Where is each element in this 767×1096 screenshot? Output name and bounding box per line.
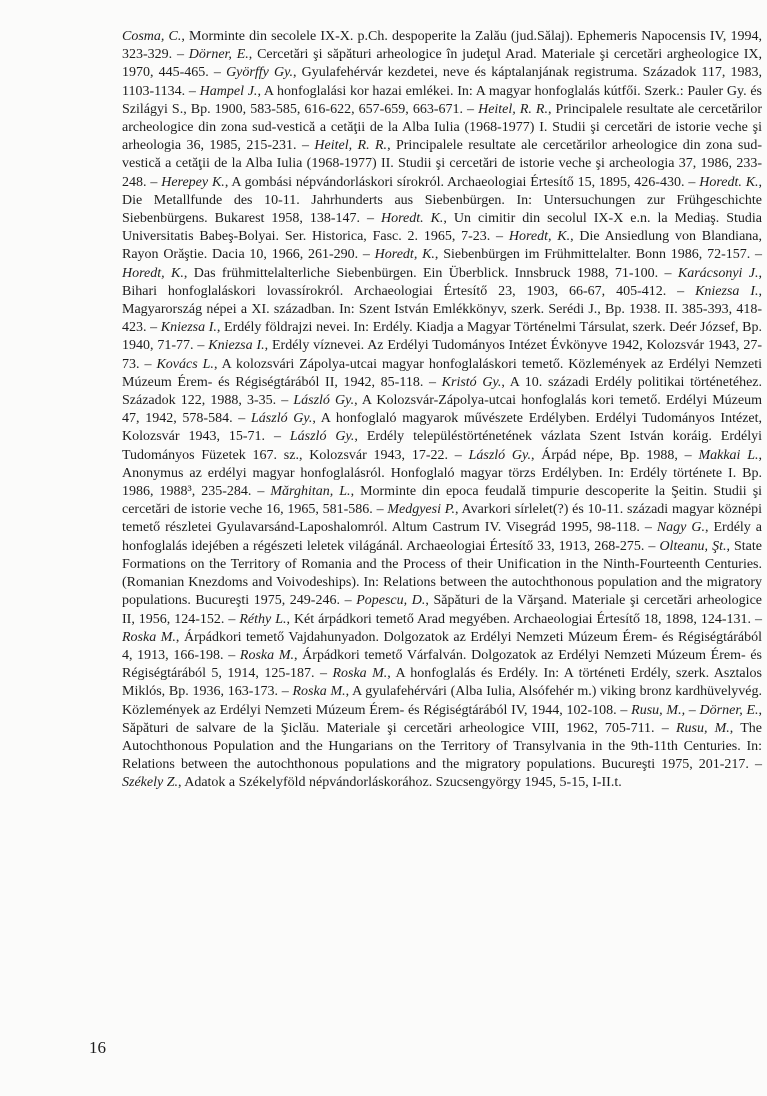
entry-citation: , A honfoglaló magyarok művészete Erdélyben. Erdélyi Tudományos Intézet, Kolozsvár 1943, 15-71. (122, 411, 763, 445)
entry-author: Horedt, K. (122, 265, 184, 281)
entry-citation: , Siebenbürgen im Frühmittelalter. Bonn 1986, 72-157. (434, 247, 751, 263)
entry-citation: , Morminte din secolele IX-X. p.Ch. despoperite la Zalău (jud.Sălaj). Ephemeris Napocensis IV, 1994, 323-329. (122, 29, 763, 63)
entry-author: Horedt, K. (508, 229, 571, 245)
entry-citation: , Das frühmittelalterliche Siebenbürgen. Ein Überblick. Innsbruck 1988, 71-100. (183, 265, 659, 281)
entry-citation: , Erdély földrajzi nevei. In: Erdély. Kiadja a Magyar Történelmi Társulat, szerk. Deér József, Bp. 1940, 71-77. (122, 320, 763, 354)
bibliography-entry (122, 775, 622, 790)
entry-citation: , Principalele resultate ale cercetărilor arheologice din zona sud-vestică a cetăţii de la Alba Iulia (1968-1977) II. Studii şi cercetări de istorie veche şi archeologia 37, 1986, 233-248. (122, 138, 763, 190)
entry-citation: , Un cimitir din secolul IX-X e.n. la Mediaş. Studia Universitatis Babeş-Bolyai. Ser. Historica, Fasc. 2. 1965, 7-23. (122, 211, 762, 245)
entry-author: Rusu, M. (675, 720, 730, 736)
bibliography-entry (239, 612, 751, 627)
entry-citation: , Avarkori sírlelet(?) és 10-11. századi magyar köznépi temető részletei Gyulavarsánd-Laposhalomról. Altum Castrum IV. Visegrád 1995, 98-118. (122, 502, 763, 536)
entry-author: Roska M. (239, 647, 294, 663)
entry-citation: , The Autochthonous Population and the Hungarians on the Territory of Transylvania in the 9th-11th Centuries. In: Relations between the autochthonous populations and the migratory populations. Bucureşti 1975, 201-217. (122, 720, 763, 773)
entry-citation: , A honfoglalás és Erdély. In: A történeti Erdély, szerk. Asztalos Miklós, Bp. 1936, 163-173. (122, 666, 762, 700)
entry-author: Makkai L. (698, 447, 759, 463)
entry-citation: , Die Metallfunde des 10-11. Jahrhunderts aus Siebenbürgen. In: Untersuchungen zur Frühgeschichte Siebenbürgens. Bukarest 1958, 138-147. (122, 174, 763, 227)
entry-author: Medgyesi P. (387, 502, 455, 518)
entry-citation: , Morminte din epoca feudală timpurie descoperite la Şeitin. Studii şi cercetări de istorie veche 16, 1965, 581-586. (122, 484, 763, 518)
entry-author: Györffy Gy. (226, 65, 294, 81)
entry-citation: , Erdély víznevei. Az Erdélyi Tudományos Intézet Évkönyve 1942, Kolozsvár 1943, 27-73. (122, 338, 763, 372)
entry-author: Réthy L. (239, 611, 287, 627)
entry-author: László Gy. (293, 393, 355, 409)
entry-author: Kniezsa I. (208, 338, 265, 354)
entry-citation: , A honfoglalási kor hazai emlékei. In: A magyar honfoglalás kútfői. Szerk.: Pauler Gy. és Szilágyi S., Bp. 1900, 583-585, 616-622, 657-659, 663-671. (122, 83, 763, 117)
entry-author: László Gy. (468, 447, 531, 463)
entry-citation: , State Formations on the Territory of Romania and the Process of their Unification in the Ninth-Fourteenth Centuries. (Romanian Knezdoms and Voivodeships). In: Relations between the autochthonous population and the migratory populations. Bucureşti 1975, 249-246. (122, 538, 762, 609)
entry-citation: , Bihari honfoglaláskori lovassírokról. Archaeologiai Értesítő 23, 1903, 66-67, 405-412. (122, 265, 763, 299)
entry-author: Dörner, E. (188, 47, 249, 63)
entry-citation: , Árpád népe, Bp. 1988, (531, 447, 678, 463)
entry-author: Heitel, R. R. (314, 138, 388, 154)
entry-citation: , Cercetări şi săpături arheologice în judeţul Arad. Materiale şi cercetări argheologice IX, 1970, 445-465. (122, 47, 762, 81)
entry-citation: , A Kolozsvár-Zápolya-utcai honfoglalás kori temető. Erdélyi Múzeum 47, 1942, 578-584. (122, 393, 762, 427)
entry-author: Rusu, M., – Dörner, E. (631, 702, 759, 718)
entry-author: Herepey K. (161, 174, 225, 190)
entry-citation: , Principalele resultate ale cercetărilor archeologice din zona sud-vestică a cetăţii de la Alba Iulia (1968-1977) I. Studii şi cercetări de istorie veche şi arheologia 36, 1985, 215-231. (122, 101, 762, 154)
entry-author: Olteanu, Şt. (659, 538, 727, 554)
entry-author: Mărghitan, L. (270, 484, 351, 500)
entry-author: Roska M. (332, 666, 388, 682)
entry-citation: , Magyarország népei a XI. században. In: Szent István Emlékkönyv, szerk. Serédi J., Bp. 1938. II. 385-393, 418-423. (122, 283, 762, 336)
entry-citation: , A kolozsvári Zápolya-utcai magyar honfoglaláskori temető. Közlemények az Erdélyi Nemzeti Múzeum Érem- és Régiségtárából II, 1942, 85-118. (122, 356, 763, 390)
entry-citation: , Anonymus az erdélyi magyar honfoglalásról. Honfoglaló magyar törzs Erdélyben. In: Erdély története I. Bp. 1986, 1988³, 235-284. (122, 447, 763, 500)
entry-citation: , Săpături de la Vărşand. Materiale şi cercetări arheologice II, 1956, 124-152. (122, 593, 763, 627)
entry-citation: , A 10. századi Erdély politikai történetéhez. Századok 122, 1988, 3-35. (122, 374, 762, 409)
entry-citation: , Erdély a honfoglalás idejében a régészeti leletek világánál. Archaeologiai Értesítő 33, 1913, 268-275. (122, 520, 762, 554)
entry-author: Horedt. K. (380, 211, 444, 227)
entry-citation: , A gombási népvándorláskori sírokról. Archaeologiai Értesítő 15, 1895, 426-430. (224, 174, 685, 190)
entry-citation: , Két árpádkori temető Arad megyében. Archaeologiai Értesítő 18, 1898, 124-131. (286, 611, 752, 627)
entry-author: Popescu, D. (356, 593, 426, 609)
bibliography-entry (469, 448, 678, 463)
entry-author: Roska M. (292, 684, 346, 700)
entry-citation: , Árpádkori temető Vajdahunyadon. Dolgozatok az Erdélyi Nemzeti Múzeum Érem- és Régiségtárából 4, 1913, 166-198. (122, 629, 762, 663)
bibliography-entry (122, 266, 658, 281)
entry-author: László Gy. (289, 429, 355, 445)
entry-citation: , Gyulafehérvár kezdetei, neve és káptalanjának registruma. Századok 117, 1983, 1103-1134. (122, 65, 762, 99)
entry-author: Karácsonyi J. (677, 265, 759, 281)
bibliography-entry (375, 247, 751, 262)
entry-author: Horedt. K. (699, 174, 759, 190)
entry-author: Székely Z. (122, 775, 178, 791)
entry-author: Kniezsa I. (160, 320, 217, 336)
entry-author: Kniezsa I. (695, 283, 759, 299)
entry-citation: , Adatok a Székelyföld népvándorláskorához. Szucsengyörgy 1945, 5-15, I-II.t. (177, 775, 622, 791)
entry-author: László Gy. (251, 411, 313, 427)
entry-citation: , Săpături de salvare de la Şiclău. Materiale şi cercetări arheologice VIII, 1962, 705-711. (122, 702, 763, 736)
entry-author: Nagy G. (656, 520, 705, 536)
entry-author: Kovács L. (156, 356, 214, 372)
entry-citation: , Die Ansiedlung von Blandiana, Rayon Orăştie. Dacia 10, 1966, 261-290. (122, 229, 762, 263)
entry-author: Horedt, K. (374, 247, 435, 263)
entry-citation: , Árpádkori temető Várfalván. Dolgozatok az Erdélyi Nemzeti Múzeum Érem- és Régiségtárából 5, 1914, 125-187. (122, 647, 762, 682)
entry-author: Heitel, R. R. (478, 101, 548, 117)
bibliography-text: Cosma, C., Morminte din secolele IX-X. p.Ch. despoperite la Zalău (jud.Sălaj). Ephemeris Napocensis IV, 1994, 323-329. – Dörner, E., Cercetări şi săpături arheologice în judeţul Arad. Materiale şi cercetări argheologice IX, 1970, 445-465. – Györffy Gy., Gyulafehérvár kezdetei, neve és káptalanjának registruma. Századok 117, 1983, 1103-1134. – Hampel J., A honfoglalási kor hazai emlékei. In: A magyar honfoglalás kútfői. Szerk.: Pauler Gy. és Szilágyi S., Bp. 1900, 583-585, 616-622, 657-659, 663-671. – Heitel, R. R., Principalele resultate ale cercetărilor archeologice din zona sud-vestică a cetăţii de la Alba Iulia (1968-1977) I. Studii şi cercetări de istorie veche şi arheologia 36, 1985, 215-231. – Heitel, R. R., Principalele resultate ale cercetărilor arheologice din zona sud-vestică a cetăţii de la Alba Iulia (1968-1977) II. Studii şi cercetări de istorie veche şi archeologia 37, 1986, 233-248. – Herepey K., A gombási népvándorláskori sírokról. Archaeologiai Értesítő 15, 1895, 426-430. – Horedt. K., Die Metallfunde des 10-11. Jahrhunderts aus Siebenbürgen. In: Untersuchungen zur Frühgeschichte Siebenbürgens. Bukarest 1958, 138-147. – Horedt. K., Un cimitir din secolul IX-X e.n. la Mediaş. Studia Universitatis Babeş-Bolyai. Ser. Historica, Fasc. 2. 1965, 7-23. – Horedt, K., Die Ansiedlung von Blandiana, Rayon Orăştie. Dacia 10, 1966, 261-290. – Horedt, K., Siebenbürgen im Frühmittelalter. Bonn 1986, 72-157. – Horedt, K., Das frühmittelalterliche Siebenbürgen. Ein Überblick. Innsbruck 1988, 71-100. – Karácsonyi J., Bihari honfoglaláskori lovassírokról. Archaeologiai Értesítő 23, 1903, 66-67, 405-412. – Kniezsa I., Magyarország népei a XI. században. In: Szent István Emlékkönyv, szerk. Serédi J., Bp. 1938. II. 385-393, 418-423. – Kniezsa I., Erdély földrajzi nevei. In: Erdély. Kiadja a Magyar Történelmi Társulat, szerk. Deér József, Bp. 1940, 71-77. – Kniezsa I., Erdély víznevei. Az Erdélyi Tudományos Intézet Évkönyve 1942, Kolozsvár 1943, 27-73. – Kovács L., A kolozsvári Zápolya-utcai magyar honfoglaláskori temető. Közlemények az Erdélyi Nemzeti Múzeum Érem- és Régiségtárából II, 1942, 85-118. – Kristó Gy., A 10. századi Erdély politikai történetéhez. Századok 122, 1988, 3-35. – László Gy., A Kolozsvár-Zápolya-utcai honfoglalás kori temető. Erdélyi Múzeum 47, 1942, 578-584. – László Gy., A honfoglaló magyarok művészete Erdélyben. Erdélyi Tudományos Intézet, Kolozsvár 1943, 15-71. – László Gy., Erdély településtörténetének vázlata Szent István koráig. Erdélyi Tudományos Füzetek 167. sz., Kolozsvár 1943, 17-22. – László Gy., Árpád népe, Bp. 1988, – Makkai L., Anonymus az erdélyi magyar honfoglalásról. Honfoglaló magyar törzs Erdélyben. In: Erdély története I. Bp. 1986, 1988³, 235-284. – Mărghitan, L., Morminte din epoca feudală timpurie descoperite la Şeitin. Studii şi cercetări de istorie veche 16, 1965, 581-586. – Medgyesi P., Avarkori sírlelet(?) és 10-11. századi magyar köznépi temető részletei Gyulavarsánd-Laposhalomról. Altum Castrum IV. Visegrád 1995, 98-118. – Nagy G., Erdély a honfoglalás idejében a régészeti leletek világánál. Archaeologiai Értesítő 33, 1913, 268-275. – Olteanu, Şt., State Formations on the Territory of Romania and the Process of their Unification in the Ninth-Fourteenth Centuries. (Romanian Knezdoms and Voivodeships). In: Relations between the autochthonous population and the migratory populations. Bucureşti 1975, 249-246. – Popescu, D., Săpături de la Vărşand. Materiale şi cercetări arheologice II, 1956, 124-152. – Réthy L., Két árpádkori temető Arad megyében. Archaeologiai Értesítő 18, 1898, 124-131. – Roska M., Árpádkori temető Vajdahunyadon. Dolgozatok az Erdélyi Nemzeti Múzeum Érem- és Régiségtárából 4, 1913, 166-198. – Roska M., Árpádkori temető Várfalván. Dolgozatok az Erdélyi Nemzeti Múzeum Érem- és Régiségtárából 5, 1914, 125-187. – Roska M., A honfoglalás és Erdély. In: A történeti Erdély, szerk. Asztalos Miklós, Bp. 1936, 163-173. – Roska M., A gyulafehérvári (Alba Iulia, Alsófehér m.) viking bronz kardhüvelyvég. Közlemények az Erdélyi Nemzeti Múzeum Érem- és Régiségtárából IV, 1944, 102-108. – Rusu, M., – Dörner, E., Săpături de salvare de la Şiclău. Materiale şi cercetări arheologice VIII, 1962, 705-711. – Rusu, M., The Autochthonous Population and the Hungarians on the Territory of Transylvania in the 9th-11th Centuries. In: Relations between the autochthonous populations and the migratory populations. Bucureşti 1975, 201-217. – Székely Z., Adatok a Székelyföld népvándorláskorához. Szucsengyörgy 1945, 5-15, I-II.t. (122, 29, 763, 791)
entry-author: Kristó Gy. (441, 374, 502, 390)
entry-citation: , Erdély településtörténetének vázlata Szent István koráig. Erdélyi Tudományos Füzetek 167. sz., Kolozsvár 1943, 17-22. (122, 429, 763, 463)
bibliography-entry (161, 175, 684, 190)
page-number: 16 (89, 1038, 106, 1057)
entry-author: Hampel J. (199, 83, 258, 99)
entry-citation: , A gyulafehérvári (Alba Iulia, Alsófehér m.) viking bronz kardhüvelyvég. Közlemények az Erdélyi Nemzeti Múzeum Érem- és Régiségtárából IV, 1944, 102-108. (122, 684, 762, 718)
entry-author: Roska M. (122, 629, 176, 645)
entry-author: Cosma, C. (122, 29, 182, 44)
